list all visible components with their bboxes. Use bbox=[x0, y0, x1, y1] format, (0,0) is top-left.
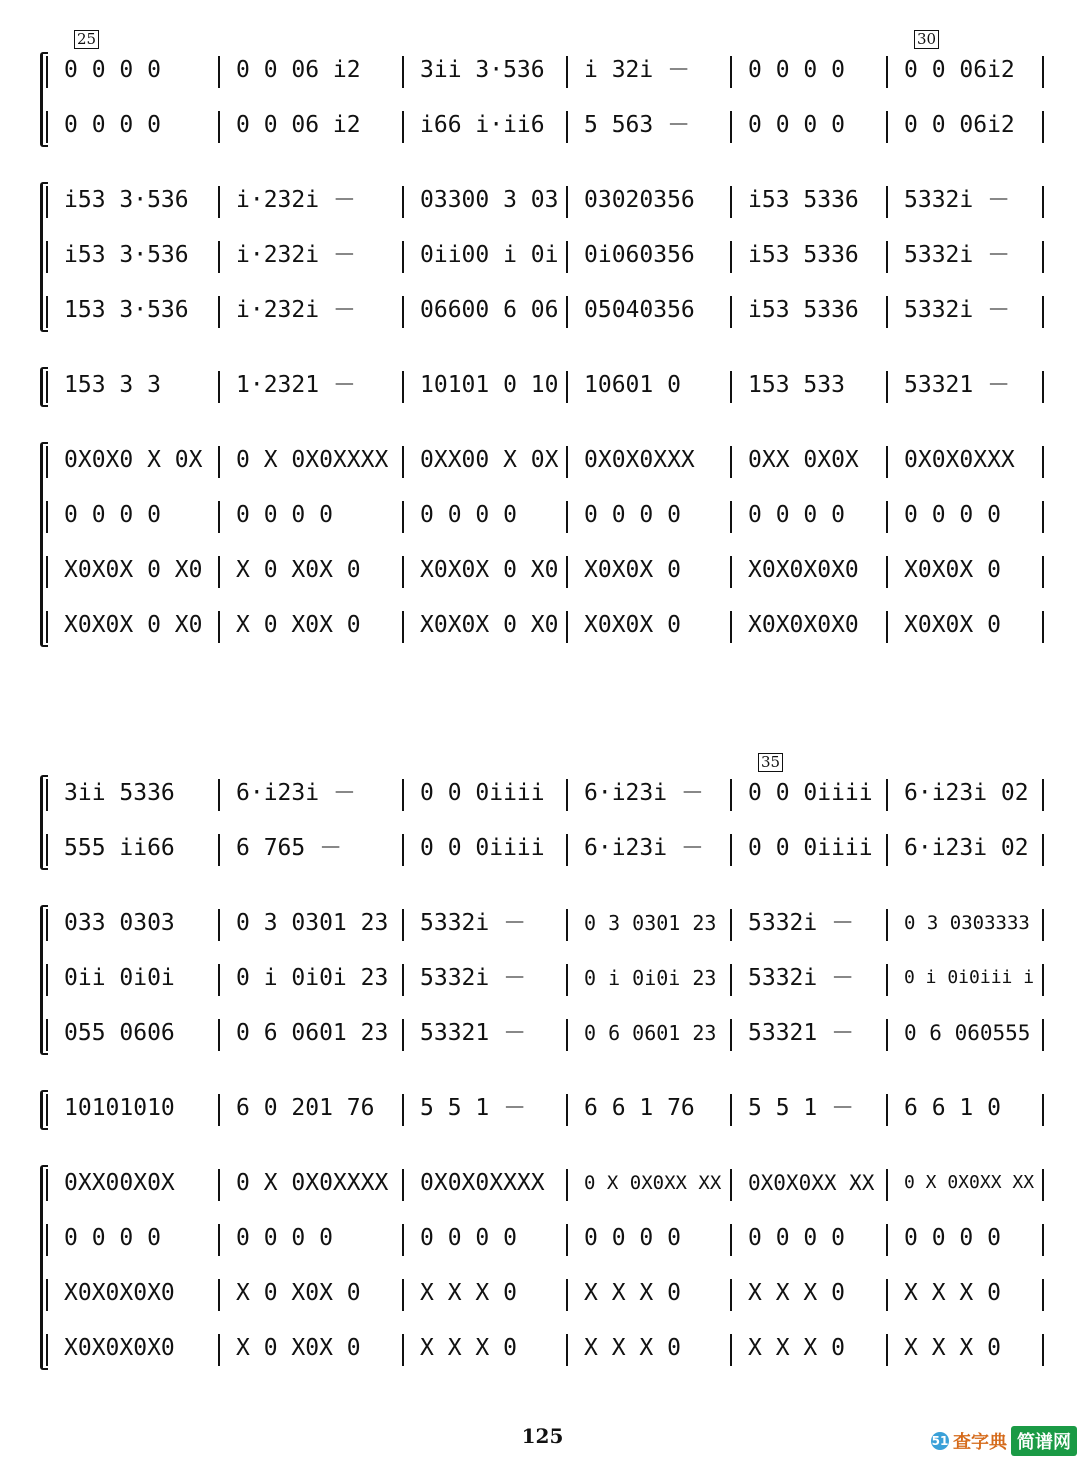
barline bbox=[1042, 1279, 1044, 1311]
barline bbox=[218, 296, 220, 328]
watermark-site-name: 查字典 bbox=[953, 1432, 1007, 1453]
measure-notation: 6 0 201 76 bbox=[236, 1095, 375, 1121]
measure-notation: X0X0X 0 bbox=[904, 612, 1001, 638]
measure-notation: 0ii00 i 0i bbox=[420, 242, 559, 268]
measure-notation: 1·2321 － bbox=[236, 372, 356, 398]
measure-notation: 0 3 0303333 bbox=[904, 912, 1030, 934]
measure-notation: 0 0 06 i2 bbox=[236, 57, 361, 83]
barline bbox=[886, 111, 888, 143]
measure-notation: 5 5 1 － bbox=[420, 1095, 527, 1121]
measure-notation: 0 X 0X0XXXX bbox=[236, 447, 389, 473]
barline bbox=[46, 296, 48, 328]
barline bbox=[566, 909, 568, 941]
barline bbox=[730, 909, 732, 941]
measure-number: 25 bbox=[74, 30, 99, 49]
measure-notation: 53321 － bbox=[748, 1020, 855, 1046]
staff-row bbox=[46, 1328, 1046, 1368]
barline bbox=[402, 964, 404, 996]
measure-notation: 0 0 0 0 bbox=[748, 112, 845, 138]
barline bbox=[1042, 501, 1044, 533]
measure-notation: X X X 0 bbox=[748, 1280, 845, 1306]
measure-notation: X0X0X 0 X0 bbox=[64, 557, 203, 583]
barline bbox=[886, 241, 888, 273]
measure-notation: 6·i23i － bbox=[236, 780, 356, 806]
barline bbox=[566, 1224, 568, 1256]
measure-notation: X0X0X 0 X0 bbox=[64, 612, 203, 638]
staff-row bbox=[46, 495, 1046, 535]
measure-notation: 0 0 0 0 bbox=[64, 112, 161, 138]
measure-number: 30 bbox=[914, 30, 939, 49]
measure-notation: X X X 0 bbox=[584, 1335, 681, 1361]
barline bbox=[402, 56, 404, 88]
measure-notation: 055 0606 bbox=[64, 1020, 175, 1046]
barline bbox=[46, 56, 48, 88]
measure-notation: 5 563 － bbox=[584, 112, 691, 138]
staff-row bbox=[46, 290, 1046, 330]
barline bbox=[218, 186, 220, 218]
measure-notation: 153 533 bbox=[748, 372, 845, 398]
measure-notation: 0 6 060555 bbox=[904, 1021, 1031, 1045]
measure-notation: 0 0 0 0 bbox=[236, 1225, 333, 1251]
barline bbox=[886, 834, 888, 866]
barline bbox=[566, 111, 568, 143]
barline bbox=[46, 371, 48, 403]
barline bbox=[1042, 556, 1044, 588]
measure-notation: i53 3·536 bbox=[64, 242, 189, 268]
measure-notation: 0 0 0iiii bbox=[420, 780, 545, 806]
measure-notation: 0X0X0XXXX bbox=[420, 1170, 545, 1196]
measure-notation: 0X0X0XXX bbox=[904, 447, 1015, 473]
barline bbox=[566, 501, 568, 533]
barline bbox=[886, 1169, 888, 1201]
staff-row bbox=[46, 180, 1046, 220]
measure-notation: 0 0 0iiii bbox=[748, 780, 873, 806]
barline bbox=[730, 186, 732, 218]
measure-notation: 0 X 0X0XX XX bbox=[584, 1172, 722, 1194]
measure-notation: 03020356 bbox=[584, 187, 695, 213]
barline bbox=[218, 1019, 220, 1051]
staff-row bbox=[46, 105, 1046, 145]
barline bbox=[730, 241, 732, 273]
barline bbox=[566, 1334, 568, 1366]
measure-notation: 0 0 0 0 bbox=[236, 502, 333, 528]
barline bbox=[730, 111, 732, 143]
measure-notation: 53321 － bbox=[904, 372, 1011, 398]
measure-notation: 0 i 0i0iii i bbox=[904, 967, 1035, 988]
staff-row bbox=[46, 235, 1046, 275]
measure-notation: 0 6 0601 23 bbox=[584, 1021, 717, 1045]
measure-notation: X 0 X0X 0 bbox=[236, 612, 361, 638]
barline bbox=[886, 56, 888, 88]
measure-notation: 0 0 06i2 bbox=[904, 112, 1015, 138]
measure-notation: X0X0X0X0 bbox=[64, 1335, 175, 1361]
barline bbox=[402, 296, 404, 328]
barline bbox=[886, 1224, 888, 1256]
barline bbox=[1042, 296, 1044, 328]
measure-notation: X0X0X 0 X0 bbox=[420, 557, 559, 583]
barline bbox=[1042, 241, 1044, 273]
measure-notation: i53 5336 bbox=[748, 242, 859, 268]
barline bbox=[1042, 779, 1044, 811]
barline bbox=[218, 779, 220, 811]
score-system bbox=[46, 753, 1046, 1368]
measure-notation: 0 0 0iiii bbox=[748, 835, 873, 861]
barline bbox=[730, 779, 732, 811]
measure-notation: 6·i23i － bbox=[584, 835, 704, 861]
barline bbox=[402, 1224, 404, 1256]
measure-notation: 0XX 0X0X bbox=[748, 447, 859, 473]
barline bbox=[1042, 1169, 1044, 1201]
barline bbox=[730, 556, 732, 588]
barline bbox=[886, 964, 888, 996]
barline bbox=[886, 1094, 888, 1126]
staff-row bbox=[46, 903, 1046, 943]
barline bbox=[730, 1334, 732, 1366]
staff-row bbox=[46, 773, 1046, 813]
measure-notation: 153 3 3 bbox=[64, 372, 161, 398]
measure-notation: 0 3 0301 23 bbox=[584, 911, 717, 935]
measure-notation: 0 0 0 0 bbox=[64, 1225, 161, 1251]
barline bbox=[402, 446, 404, 478]
measure-notation: X 0 X0X 0 bbox=[236, 1335, 361, 1361]
measure-notation: i 32i － bbox=[584, 57, 691, 83]
staff-row bbox=[46, 1013, 1046, 1053]
measure-notation: X X X 0 bbox=[420, 1280, 517, 1306]
measure-notation: i66 i·ii6 bbox=[420, 112, 545, 138]
measure-notation: X0X0X 0 X0 bbox=[420, 612, 559, 638]
barline bbox=[218, 909, 220, 941]
measure-notation: 53321 － bbox=[420, 1020, 527, 1046]
barline bbox=[566, 1094, 568, 1126]
barline bbox=[46, 1224, 48, 1256]
barline bbox=[46, 1334, 48, 1366]
barline bbox=[566, 186, 568, 218]
barline bbox=[218, 371, 220, 403]
barline bbox=[1042, 964, 1044, 996]
barline bbox=[886, 779, 888, 811]
measure-notation: 0ii 0i0i bbox=[64, 965, 175, 991]
barline bbox=[218, 56, 220, 88]
measure-notation: 0 0 0 0 bbox=[904, 502, 1001, 528]
measure-notation: 0XX00X0X bbox=[64, 1170, 175, 1196]
barline bbox=[1042, 186, 1044, 218]
measure-notation: 3ii 5336 bbox=[64, 780, 175, 806]
measure-notation: 6 6 1 0 bbox=[904, 1095, 1001, 1121]
barline bbox=[566, 779, 568, 811]
measure-notation: 0X0X0 X 0X bbox=[64, 447, 203, 473]
barline bbox=[566, 556, 568, 588]
measure-notation: 03300 3 03 bbox=[420, 187, 559, 213]
barline bbox=[566, 1279, 568, 1311]
barline bbox=[402, 1334, 404, 1366]
measure-notation: 0 0 0iiii bbox=[420, 835, 545, 861]
measure-number: 35 bbox=[758, 753, 783, 772]
barline bbox=[566, 1019, 568, 1051]
barline bbox=[566, 834, 568, 866]
barline bbox=[218, 1279, 220, 1311]
barline bbox=[566, 611, 568, 643]
watermark-site-box: 简谱网 bbox=[1011, 1426, 1077, 1456]
barline bbox=[886, 556, 888, 588]
barline bbox=[1042, 1019, 1044, 1051]
barline bbox=[1042, 834, 1044, 866]
barline bbox=[730, 1019, 732, 1051]
barline bbox=[566, 964, 568, 996]
barline bbox=[402, 834, 404, 866]
measure-notation: 0 X 0X0XX XX bbox=[904, 1172, 1035, 1193]
measure-notation: i·232i － bbox=[236, 297, 356, 323]
barline bbox=[566, 241, 568, 273]
measure-notation: X0X0X 0 bbox=[584, 612, 681, 638]
barline bbox=[46, 1279, 48, 1311]
measure-notation: i·232i － bbox=[236, 242, 356, 268]
barline bbox=[402, 186, 404, 218]
barline bbox=[886, 611, 888, 643]
barline bbox=[1042, 446, 1044, 478]
barline bbox=[46, 446, 48, 478]
barline bbox=[730, 1224, 732, 1256]
staff-row bbox=[46, 605, 1046, 645]
measure-notation: 0X0X0XXX bbox=[584, 447, 695, 473]
measure-notation: 0 0 06 i2 bbox=[236, 112, 361, 138]
measure-notation: 6·i23i 02 bbox=[904, 835, 1029, 861]
barline bbox=[1042, 1094, 1044, 1126]
barline bbox=[46, 1094, 48, 1126]
barline bbox=[1042, 111, 1044, 143]
barline bbox=[402, 501, 404, 533]
barline bbox=[218, 1224, 220, 1256]
staff-row bbox=[46, 828, 1046, 868]
measure-notation: 0 0 0 0 bbox=[420, 1225, 517, 1251]
measure-notation: i53 5336 bbox=[748, 297, 859, 323]
barline bbox=[46, 909, 48, 941]
measure-notation: X0X0X0X0 bbox=[748, 612, 859, 638]
measure-notation: X0X0X0X0 bbox=[64, 1280, 175, 1306]
measure-notation: i53 5336 bbox=[748, 187, 859, 213]
barline bbox=[730, 446, 732, 478]
staff-row bbox=[46, 1273, 1046, 1313]
measure-notation: 0 i 0i0i 23 bbox=[236, 965, 389, 991]
barline bbox=[46, 241, 48, 273]
barline bbox=[46, 501, 48, 533]
measure-notation: 5332i － bbox=[748, 965, 855, 991]
barline bbox=[218, 556, 220, 588]
barline bbox=[886, 909, 888, 941]
barline bbox=[46, 111, 48, 143]
measure-notation: 5332i － bbox=[904, 242, 1011, 268]
measure-notation: X X X 0 bbox=[904, 1280, 1001, 1306]
measure-notation: X 0 X0X 0 bbox=[236, 1280, 361, 1306]
measure-notation: 0 0 06i2 bbox=[904, 57, 1015, 83]
staff-row bbox=[46, 1088, 1046, 1128]
measure-notation: 0X0X0XX XX bbox=[748, 1171, 875, 1195]
measure-notation: 05040356 bbox=[584, 297, 695, 323]
barline bbox=[730, 56, 732, 88]
barline bbox=[46, 1169, 48, 1201]
measure-notation: 033 0303 bbox=[64, 910, 175, 936]
barline bbox=[46, 186, 48, 218]
barline bbox=[402, 241, 404, 273]
measure-notation: 5332i － bbox=[420, 965, 527, 991]
staff-row bbox=[46, 958, 1046, 998]
barline bbox=[730, 611, 732, 643]
measure-notation: 0 i 0i0i 23 bbox=[584, 966, 717, 990]
barline bbox=[730, 834, 732, 866]
measure-notation: 5332i － bbox=[748, 910, 855, 936]
barline bbox=[886, 446, 888, 478]
measure-notation: 6·i23i － bbox=[584, 780, 704, 806]
watermark bbox=[931, 1426, 1077, 1456]
barline bbox=[218, 501, 220, 533]
barline bbox=[46, 1019, 48, 1051]
barline bbox=[218, 1169, 220, 1201]
barline bbox=[886, 186, 888, 218]
barline bbox=[218, 111, 220, 143]
barline bbox=[402, 779, 404, 811]
page-number: 125 bbox=[521, 1424, 564, 1448]
measure-notation: 10101010 bbox=[64, 1095, 175, 1121]
barline bbox=[46, 556, 48, 588]
measure-notation: 0 X 0X0XXXX bbox=[236, 1170, 389, 1196]
measure-notation: 0 0 0 0 bbox=[584, 502, 681, 528]
barline bbox=[566, 1169, 568, 1201]
barline bbox=[886, 296, 888, 328]
barline bbox=[46, 779, 48, 811]
measure-notation: 5332i － bbox=[904, 297, 1011, 323]
measure-notation: 0i060356 bbox=[584, 242, 695, 268]
measure-notation: 5332i － bbox=[420, 910, 527, 936]
measure-notation: X0X0X 0 bbox=[584, 557, 681, 583]
measure-notation: 10101 0 10 bbox=[420, 372, 559, 398]
barline bbox=[218, 241, 220, 273]
measure-notation: 0XX00 X 0X bbox=[420, 447, 559, 473]
barline bbox=[886, 371, 888, 403]
measure-notation: 0 0 0 0 bbox=[748, 1225, 845, 1251]
measure-notation: X 0 X0X 0 bbox=[236, 557, 361, 583]
staff-row bbox=[46, 440, 1046, 480]
barline bbox=[1042, 1224, 1044, 1256]
barline bbox=[1042, 371, 1044, 403]
barline bbox=[566, 56, 568, 88]
barline bbox=[886, 1334, 888, 1366]
barline bbox=[402, 371, 404, 403]
barline bbox=[46, 964, 48, 996]
measure-notation: 6 765 － bbox=[236, 835, 343, 861]
barline bbox=[218, 1334, 220, 1366]
barline bbox=[730, 964, 732, 996]
barline bbox=[402, 556, 404, 588]
staff-row bbox=[46, 1163, 1046, 1203]
staff-row bbox=[46, 1218, 1046, 1258]
site-logo-icon: 51 bbox=[931, 1434, 949, 1448]
barline bbox=[566, 296, 568, 328]
barline bbox=[402, 1019, 404, 1051]
staff-row bbox=[46, 50, 1046, 90]
barline bbox=[730, 296, 732, 328]
barline bbox=[886, 501, 888, 533]
barline bbox=[402, 611, 404, 643]
measure-notation: X X X 0 bbox=[420, 1335, 517, 1361]
barline bbox=[46, 834, 48, 866]
measure-notation: 5 5 1 － bbox=[748, 1095, 855, 1121]
measure-notation: 6·i23i 02 bbox=[904, 780, 1029, 806]
barline bbox=[730, 501, 732, 533]
measure-notation: i·232i － bbox=[236, 187, 356, 213]
measure-notation: i53 3·536 bbox=[64, 187, 189, 213]
measure-notation: 0 3 0301 23 bbox=[236, 910, 389, 936]
measure-notation: 10601 0 bbox=[584, 372, 681, 398]
measure-notation: 153 3·536 bbox=[64, 297, 189, 323]
measure-notation: 0 0 0 0 bbox=[748, 57, 845, 83]
measure-notation: 0 0 0 0 bbox=[584, 1225, 681, 1251]
measure-notation: 5332i － bbox=[904, 187, 1011, 213]
barline bbox=[218, 1094, 220, 1126]
measure-notation: 0 6 0601 23 bbox=[236, 1020, 389, 1046]
measure-notation: 3ii 3·536 bbox=[420, 57, 545, 83]
measure-notation: X X X 0 bbox=[584, 1280, 681, 1306]
barline bbox=[218, 446, 220, 478]
barline bbox=[1042, 611, 1044, 643]
barline bbox=[218, 964, 220, 996]
measure-notation: X X X 0 bbox=[904, 1335, 1001, 1361]
barline bbox=[402, 1169, 404, 1201]
barline bbox=[1042, 909, 1044, 941]
barline bbox=[730, 1169, 732, 1201]
measure-notation: 0 0 0 0 bbox=[420, 502, 517, 528]
barline bbox=[1042, 1334, 1044, 1366]
barline bbox=[730, 1094, 732, 1126]
measure-notation: 0 0 0 0 bbox=[748, 502, 845, 528]
barline bbox=[566, 371, 568, 403]
score-system bbox=[46, 30, 1046, 645]
measure-notation: 06600 6 06 bbox=[420, 297, 559, 323]
barline bbox=[730, 1279, 732, 1311]
measure-notation: 0 0 0 0 bbox=[904, 1225, 1001, 1251]
barline bbox=[402, 909, 404, 941]
barline bbox=[218, 834, 220, 866]
measure-notation: X X X 0 bbox=[748, 1335, 845, 1361]
measure-notation: X0X0X 0 bbox=[904, 557, 1001, 583]
barline bbox=[46, 611, 48, 643]
measure-notation: X0X0X0X0 bbox=[748, 557, 859, 583]
measure-notation: 0 0 0 0 bbox=[64, 502, 161, 528]
barline bbox=[886, 1019, 888, 1051]
barline bbox=[886, 1279, 888, 1311]
barline bbox=[402, 1279, 404, 1311]
measure-notation: 0 0 0 0 bbox=[64, 57, 161, 83]
staff-row bbox=[46, 365, 1046, 405]
barline bbox=[402, 111, 404, 143]
barline bbox=[730, 371, 732, 403]
barline bbox=[566, 446, 568, 478]
barline bbox=[402, 1094, 404, 1126]
staff-row bbox=[46, 550, 1046, 590]
measure-notation: 6 6 1 76 bbox=[584, 1095, 695, 1121]
barline bbox=[218, 611, 220, 643]
measure-notation: 555 ii66 bbox=[64, 835, 175, 861]
barline bbox=[1042, 56, 1044, 88]
